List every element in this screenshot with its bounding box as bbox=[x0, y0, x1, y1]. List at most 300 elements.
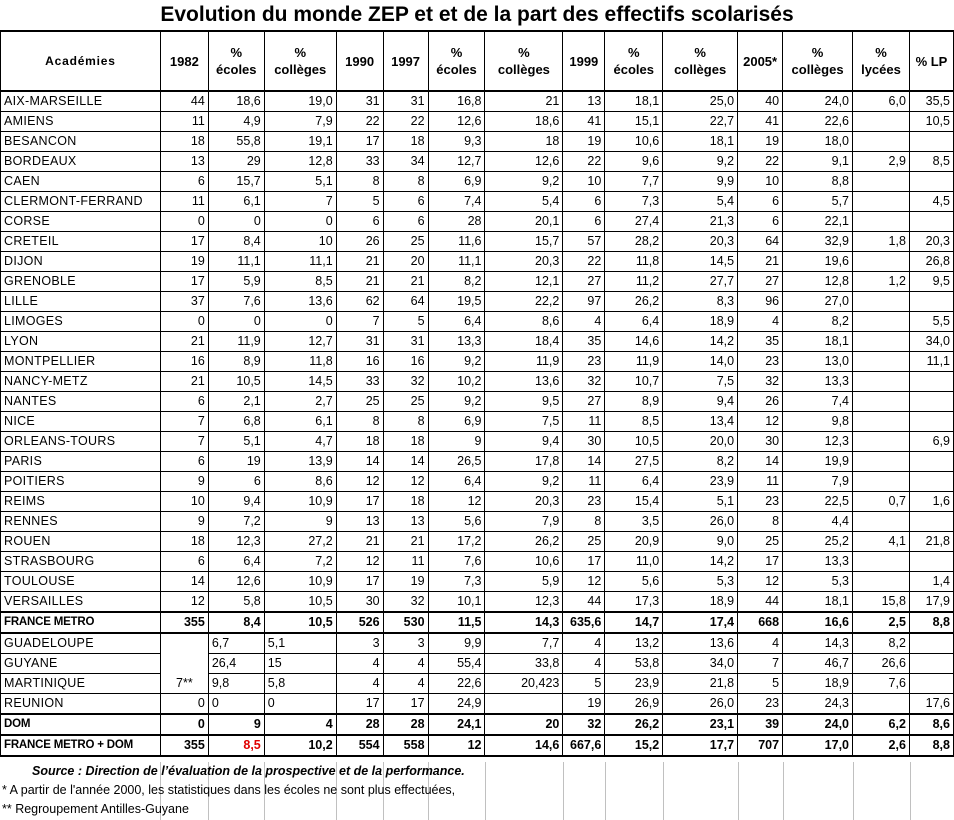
academy-name[interactable]: STRASBOURG bbox=[1, 552, 161, 572]
table-cell[interactable]: 26,9 bbox=[605, 694, 663, 715]
table-cell[interactable]: 18 bbox=[383, 132, 428, 152]
table-cell[interactable]: 11,9 bbox=[605, 352, 663, 372]
table-cell[interactable]: 18,4 bbox=[485, 332, 563, 352]
table-cell[interactable]: 0 bbox=[208, 212, 264, 232]
table-cell[interactable]: 12,6 bbox=[208, 572, 264, 592]
table-cell[interactable]: 15,7 bbox=[485, 232, 563, 252]
table-cell[interactable]: 13,9 bbox=[264, 452, 336, 472]
table-cell[interactable]: 8,9 bbox=[208, 352, 264, 372]
table-cell[interactable]: 21 bbox=[485, 91, 563, 112]
table-cell[interactable]: 12 bbox=[563, 572, 605, 592]
table-cell[interactable]: 11 bbox=[160, 112, 208, 132]
table-cell[interactable] bbox=[909, 412, 953, 432]
table-cell[interactable]: 530 bbox=[383, 612, 428, 633]
table-cell[interactable]: 0 bbox=[160, 714, 208, 735]
table-cell[interactable]: 57 bbox=[563, 232, 605, 252]
table-cell[interactable]: 5,8 bbox=[264, 674, 336, 694]
table-cell[interactable] bbox=[853, 312, 910, 332]
table-cell[interactable]: 12,3 bbox=[783, 432, 853, 452]
table-cell[interactable]: 6,4 bbox=[428, 472, 485, 492]
table-cell[interactable]: 14,7 bbox=[605, 612, 663, 633]
table-cell[interactable]: 8 bbox=[383, 412, 428, 432]
table-cell[interactable]: 18,6 bbox=[208, 91, 264, 112]
table-cell[interactable]: 11,9 bbox=[208, 332, 264, 352]
table-cell[interactable] bbox=[909, 654, 953, 674]
table-cell[interactable]: 10,2 bbox=[264, 735, 336, 756]
table-cell[interactable]: 17,8 bbox=[485, 452, 563, 472]
table-cell[interactable]: 25 bbox=[383, 392, 428, 412]
table-cell[interactable]: 14,5 bbox=[663, 252, 738, 272]
table-cell[interactable]: 10 bbox=[563, 172, 605, 192]
table-cell[interactable]: 4,5 bbox=[909, 192, 953, 212]
table-cell[interactable]: 27 bbox=[563, 392, 605, 412]
table-cell[interactable]: 22 bbox=[738, 152, 783, 172]
table-cell[interactable]: 7,7 bbox=[605, 172, 663, 192]
table-cell[interactable]: 8 bbox=[336, 172, 383, 192]
table-cell[interactable]: 7,5 bbox=[485, 412, 563, 432]
table-cell[interactable]: 8,2 bbox=[428, 272, 485, 292]
table-cell[interactable]: 18 bbox=[383, 492, 428, 512]
table-cell[interactable]: 16 bbox=[383, 352, 428, 372]
table-cell[interactable]: 6,4 bbox=[428, 312, 485, 332]
table-cell[interactable]: 26,2 bbox=[605, 292, 663, 312]
table-cell[interactable]: 10,6 bbox=[485, 552, 563, 572]
table-cell[interactable]: 10,5 bbox=[264, 612, 336, 633]
table-cell[interactable]: 6,1 bbox=[208, 192, 264, 212]
academy-name[interactable]: CORSE bbox=[1, 212, 161, 232]
table-cell[interactable]: 8,8 bbox=[783, 172, 853, 192]
table-cell[interactable]: 11,8 bbox=[605, 252, 663, 272]
table-cell[interactable]: 12 bbox=[428, 492, 485, 512]
table-cell[interactable]: 9,9 bbox=[428, 633, 485, 654]
table-cell[interactable] bbox=[909, 132, 953, 152]
table-cell[interactable]: 28,2 bbox=[605, 232, 663, 252]
table-cell[interactable]: 14 bbox=[160, 572, 208, 592]
table-cell[interactable]: 12 bbox=[336, 472, 383, 492]
table-cell[interactable]: 12,8 bbox=[783, 272, 853, 292]
table-cell[interactable]: 53,8 bbox=[605, 654, 663, 674]
table-cell[interactable]: 6 bbox=[336, 212, 383, 232]
table-cell[interactable]: 10 bbox=[264, 232, 336, 252]
table-cell[interactable]: 11 bbox=[563, 412, 605, 432]
table-cell[interactable] bbox=[853, 392, 910, 412]
table-cell[interactable]: 32 bbox=[563, 714, 605, 735]
table-cell[interactable]: 23 bbox=[563, 492, 605, 512]
table-cell[interactable]: 27 bbox=[738, 272, 783, 292]
academy-name[interactable]: NANCY-METZ bbox=[1, 372, 161, 392]
table-cell[interactable] bbox=[853, 292, 910, 312]
table-cell[interactable]: 22,6 bbox=[783, 112, 853, 132]
table-cell[interactable]: 22 bbox=[563, 152, 605, 172]
table-cell[interactable] bbox=[909, 452, 953, 472]
table-cell[interactable]: 11,6 bbox=[428, 232, 485, 252]
table-cell[interactable]: 5,6 bbox=[605, 572, 663, 592]
table-cell[interactable]: 32 bbox=[383, 372, 428, 392]
table-cell[interactable]: 9 bbox=[428, 432, 485, 452]
table-cell[interactable]: 34,0 bbox=[909, 332, 953, 352]
table-cell[interactable]: 16,6 bbox=[783, 612, 853, 633]
table-cell[interactable]: 13,3 bbox=[428, 332, 485, 352]
table-cell[interactable]: 13 bbox=[383, 512, 428, 532]
table-cell[interactable]: 4,9 bbox=[208, 112, 264, 132]
table-cell[interactable]: 17 bbox=[738, 552, 783, 572]
table-cell[interactable]: 12,7 bbox=[264, 332, 336, 352]
table-cell[interactable]: 4,4 bbox=[783, 512, 853, 532]
table-cell[interactable]: 8,9 bbox=[605, 392, 663, 412]
academy-name[interactable]: CAEN bbox=[1, 172, 161, 192]
table-cell[interactable]: 22,5 bbox=[783, 492, 853, 512]
table-cell[interactable]: 27,7 bbox=[663, 272, 738, 292]
table-cell[interactable]: 10,2 bbox=[428, 372, 485, 392]
table-cell[interactable] bbox=[909, 392, 953, 412]
table-cell[interactable]: 4 bbox=[264, 714, 336, 735]
table-cell[interactable] bbox=[853, 472, 910, 492]
table-cell[interactable]: 15,1 bbox=[605, 112, 663, 132]
column-header[interactable] bbox=[605, 31, 663, 91]
table-cell[interactable]: 4 bbox=[563, 312, 605, 332]
table-cell[interactable]: 22 bbox=[563, 252, 605, 272]
table-cell[interactable]: 12 bbox=[336, 552, 383, 572]
table-cell[interactable]: 6,0 bbox=[853, 91, 910, 112]
table-cell[interactable]: 3 bbox=[383, 633, 428, 654]
table-cell[interactable]: 6 bbox=[383, 192, 428, 212]
table-cell[interactable]: 20,3 bbox=[663, 232, 738, 252]
table-cell[interactable]: 11 bbox=[563, 472, 605, 492]
table-cell[interactable]: 24,3 bbox=[783, 694, 853, 715]
table-cell[interactable]: 21 bbox=[160, 332, 208, 352]
table-cell[interactable]: 18 bbox=[160, 132, 208, 152]
table-cell[interactable]: 8,6 bbox=[264, 472, 336, 492]
table-cell[interactable]: 12,8 bbox=[264, 152, 336, 172]
academy-name[interactable]: LILLE bbox=[1, 292, 161, 312]
table-cell[interactable]: 6 bbox=[738, 212, 783, 232]
table-cell[interactable]: 14 bbox=[336, 452, 383, 472]
table-cell[interactable]: 26,8 bbox=[909, 252, 953, 272]
merged-cell-1982[interactable]: 7** bbox=[160, 633, 208, 694]
table-cell[interactable]: 27 bbox=[563, 272, 605, 292]
table-cell[interactable]: 1,6 bbox=[909, 492, 953, 512]
table-cell[interactable]: 13,3 bbox=[783, 552, 853, 572]
table-cell[interactable]: 11,1 bbox=[208, 252, 264, 272]
table-cell[interactable]: 12,6 bbox=[485, 152, 563, 172]
table-cell[interactable]: 7,5 bbox=[663, 372, 738, 392]
academy-name[interactable]: BORDEAUX bbox=[1, 152, 161, 172]
table-cell[interactable]: 30 bbox=[563, 432, 605, 452]
table-cell[interactable]: 7,4 bbox=[428, 192, 485, 212]
table-cell[interactable]: 5,7 bbox=[783, 192, 853, 212]
table-cell[interactable]: 6,7 bbox=[208, 633, 264, 654]
table-cell[interactable]: 6 bbox=[383, 212, 428, 232]
table-cell[interactable]: 7 bbox=[336, 312, 383, 332]
table-cell[interactable]: 21 bbox=[383, 532, 428, 552]
table-cell[interactable]: 27,2 bbox=[264, 532, 336, 552]
table-cell[interactable]: 28 bbox=[428, 212, 485, 232]
column-header[interactable] bbox=[909, 31, 953, 91]
table-cell[interactable]: 2,7 bbox=[264, 392, 336, 412]
table-cell[interactable]: 16 bbox=[336, 352, 383, 372]
table-cell[interactable]: 4 bbox=[336, 674, 383, 694]
column-header[interactable] bbox=[663, 31, 738, 91]
table-cell[interactable]: 17,2 bbox=[428, 532, 485, 552]
table-cell[interactable]: 3,5 bbox=[605, 512, 663, 532]
table-cell[interactable]: 30 bbox=[336, 592, 383, 613]
table-cell[interactable]: 31 bbox=[383, 332, 428, 352]
table-cell[interactable]: 11,1 bbox=[909, 352, 953, 372]
table-cell[interactable]: 13,6 bbox=[264, 292, 336, 312]
table-cell[interactable]: 44 bbox=[563, 592, 605, 613]
table-cell[interactable]: 9,4 bbox=[663, 392, 738, 412]
table-cell[interactable]: 8 bbox=[383, 172, 428, 192]
table-cell[interactable]: 41 bbox=[563, 112, 605, 132]
table-cell[interactable]: 5,9 bbox=[485, 572, 563, 592]
table-cell[interactable]: 10,5 bbox=[605, 432, 663, 452]
table-cell[interactable]: 11,0 bbox=[605, 552, 663, 572]
table-cell[interactable]: 97 bbox=[563, 292, 605, 312]
academy-name[interactable]: TOULOUSE bbox=[1, 572, 161, 592]
table-cell[interactable]: 20,9 bbox=[605, 532, 663, 552]
table-cell[interactable]: 19,6 bbox=[783, 252, 853, 272]
table-cell[interactable]: 35,5 bbox=[909, 91, 953, 112]
table-cell[interactable]: 6 bbox=[208, 472, 264, 492]
table-cell[interactable]: 12,3 bbox=[485, 592, 563, 613]
table-cell[interactable]: 4 bbox=[563, 633, 605, 654]
table-cell[interactable]: 558 bbox=[383, 735, 428, 756]
table-cell[interactable]: 25 bbox=[563, 532, 605, 552]
table-cell[interactable]: 8,2 bbox=[663, 452, 738, 472]
table-cell[interactable]: 9 bbox=[160, 472, 208, 492]
table-cell[interactable]: 2,5 bbox=[853, 612, 910, 633]
table-cell[interactable]: 18,1 bbox=[783, 592, 853, 613]
table-cell[interactable]: 5,3 bbox=[783, 572, 853, 592]
table-cell[interactable] bbox=[909, 172, 953, 192]
table-cell[interactable]: 10,5 bbox=[208, 372, 264, 392]
table-cell[interactable]: 19,1 bbox=[264, 132, 336, 152]
table-cell[interactable]: 15,8 bbox=[853, 592, 910, 613]
table-cell[interactable]: 6 bbox=[160, 172, 208, 192]
table-cell[interactable]: 21,8 bbox=[663, 674, 738, 694]
table-cell[interactable]: 9,2 bbox=[663, 152, 738, 172]
table-cell[interactable]: 20,1 bbox=[485, 212, 563, 232]
table-cell[interactable]: 5,1 bbox=[208, 432, 264, 452]
table-cell[interactable]: 6 bbox=[160, 552, 208, 572]
table-cell[interactable]: 15,7 bbox=[208, 172, 264, 192]
table-cell[interactable]: 19 bbox=[208, 452, 264, 472]
column-header[interactable] bbox=[738, 31, 783, 91]
table-cell[interactable]: 8 bbox=[738, 512, 783, 532]
table-cell[interactable]: 5,1 bbox=[264, 633, 336, 654]
table-cell[interactable]: 19 bbox=[738, 132, 783, 152]
table-cell[interactable]: 7,9 bbox=[264, 112, 336, 132]
table-cell[interactable]: 18,1 bbox=[783, 332, 853, 352]
table-cell[interactable]: 1,2 bbox=[853, 272, 910, 292]
table-cell[interactable]: 41 bbox=[738, 112, 783, 132]
table-cell[interactable] bbox=[853, 512, 910, 532]
column-header[interactable] bbox=[428, 31, 485, 91]
table-cell[interactable]: 4 bbox=[738, 312, 783, 332]
table-cell[interactable]: 5,1 bbox=[663, 492, 738, 512]
table-cell[interactable]: 2,6 bbox=[853, 735, 910, 756]
table-cell[interactable]: 10,6 bbox=[605, 132, 663, 152]
table-cell[interactable]: 34 bbox=[383, 152, 428, 172]
table-cell[interactable]: 5 bbox=[336, 192, 383, 212]
table-cell[interactable]: 31 bbox=[336, 332, 383, 352]
table-cell[interactable]: 14 bbox=[563, 452, 605, 472]
table-cell[interactable]: 5,1 bbox=[264, 172, 336, 192]
table-cell[interactable]: 25 bbox=[383, 232, 428, 252]
table-cell[interactable]: 8,5 bbox=[605, 412, 663, 432]
table-cell[interactable]: 8,3 bbox=[663, 292, 738, 312]
table-cell[interactable] bbox=[853, 372, 910, 392]
academy-name[interactable]: ROUEN bbox=[1, 532, 161, 552]
table-cell[interactable]: 16,8 bbox=[428, 91, 485, 112]
table-cell[interactable]: 22,1 bbox=[783, 212, 853, 232]
table-cell[interactable]: 1,8 bbox=[853, 232, 910, 252]
table-cell[interactable] bbox=[909, 372, 953, 392]
table-cell[interactable]: 0 bbox=[208, 312, 264, 332]
table-cell[interactable] bbox=[909, 674, 953, 694]
table-cell[interactable]: 7,6 bbox=[853, 674, 910, 694]
table-cell[interactable]: 10 bbox=[160, 492, 208, 512]
table-cell[interactable]: 14,0 bbox=[663, 352, 738, 372]
table-cell[interactable]: 22,2 bbox=[485, 292, 563, 312]
table-cell[interactable]: 17 bbox=[563, 552, 605, 572]
table-cell[interactable]: 6,4 bbox=[605, 312, 663, 332]
table-cell[interactable]: 26,6 bbox=[853, 654, 910, 674]
table-cell[interactable]: 20,3 bbox=[485, 252, 563, 272]
table-cell[interactable]: 12 bbox=[738, 412, 783, 432]
table-cell[interactable]: 21 bbox=[738, 252, 783, 272]
table-cell[interactable]: 15 bbox=[264, 654, 336, 674]
table-cell[interactable]: 32 bbox=[383, 592, 428, 613]
table-cell[interactable] bbox=[909, 633, 953, 654]
table-cell[interactable] bbox=[853, 252, 910, 272]
academy-name[interactable]: AMIENS bbox=[1, 112, 161, 132]
table-cell[interactable]: 11,1 bbox=[264, 252, 336, 272]
table-cell[interactable]: 22,7 bbox=[663, 112, 738, 132]
table-cell[interactable]: 13 bbox=[160, 152, 208, 172]
table-cell[interactable]: 9,8 bbox=[783, 412, 853, 432]
table-cell[interactable]: 14,5 bbox=[264, 372, 336, 392]
table-cell[interactable]: 5,4 bbox=[663, 192, 738, 212]
table-cell[interactable]: 18,9 bbox=[783, 674, 853, 694]
table-cell[interactable]: 13 bbox=[563, 91, 605, 112]
table-cell[interactable]: 17 bbox=[336, 492, 383, 512]
table-cell[interactable]: 26 bbox=[336, 232, 383, 252]
table-cell[interactable]: 4 bbox=[383, 674, 428, 694]
table-cell[interactable]: 3 bbox=[336, 633, 383, 654]
table-cell[interactable]: 5 bbox=[738, 674, 783, 694]
table-cell[interactable]: 32 bbox=[738, 372, 783, 392]
table-cell[interactable]: 5 bbox=[563, 674, 605, 694]
academy-name[interactable]: LYON bbox=[1, 332, 161, 352]
table-cell[interactable]: 11,5 bbox=[428, 612, 485, 633]
table-cell[interactable]: 6,4 bbox=[208, 552, 264, 572]
academy-name[interactable]: ORLEANS-TOURS bbox=[1, 432, 161, 452]
table-cell[interactable]: 0 bbox=[264, 212, 336, 232]
table-cell[interactable]: 6 bbox=[563, 212, 605, 232]
table-cell[interactable]: 23 bbox=[738, 694, 783, 715]
table-cell[interactable]: 9,2 bbox=[485, 172, 563, 192]
table-cell[interactable]: 14,6 bbox=[605, 332, 663, 352]
table-cell[interactable]: 14,2 bbox=[663, 332, 738, 352]
table-cell[interactable]: 18 bbox=[336, 432, 383, 452]
table-cell[interactable] bbox=[853, 412, 910, 432]
table-cell[interactable]: 526 bbox=[336, 612, 383, 633]
table-cell[interactable]: 13 bbox=[336, 512, 383, 532]
table-cell[interactable]: 29 bbox=[208, 152, 264, 172]
table-cell[interactable] bbox=[853, 212, 910, 232]
academy-name[interactable]: GUADELOUPE bbox=[1, 633, 161, 654]
table-cell[interactable]: 6,9 bbox=[909, 432, 953, 452]
table-cell[interactable]: 11 bbox=[738, 472, 783, 492]
table-cell[interactable]: 96 bbox=[738, 292, 783, 312]
table-cell[interactable]: 17,0 bbox=[783, 735, 853, 756]
table-cell[interactable]: 13,0 bbox=[783, 352, 853, 372]
column-header[interactable] bbox=[208, 31, 264, 91]
table-cell[interactable]: 7,9 bbox=[485, 512, 563, 532]
table-cell[interactable]: 6 bbox=[563, 192, 605, 212]
table-cell[interactable]: 7 bbox=[738, 654, 783, 674]
table-cell[interactable]: 25,0 bbox=[663, 91, 738, 112]
table-cell[interactable]: 5 bbox=[383, 312, 428, 332]
table-cell[interactable] bbox=[853, 352, 910, 372]
table-cell[interactable]: 6,4 bbox=[605, 472, 663, 492]
table-cell[interactable]: 21 bbox=[160, 372, 208, 392]
table-cell[interactable]: 18,9 bbox=[663, 312, 738, 332]
table-cell[interactable]: 7,6 bbox=[208, 292, 264, 312]
table-cell[interactable]: 0 bbox=[160, 212, 208, 232]
table-cell[interactable]: 19,9 bbox=[783, 452, 853, 472]
table-cell[interactable]: 12 bbox=[738, 572, 783, 592]
table-cell[interactable]: 12,6 bbox=[428, 112, 485, 132]
academy-name[interactable]: GRENOBLE bbox=[1, 272, 161, 292]
table-cell[interactable]: 9,4 bbox=[485, 432, 563, 452]
table-cell[interactable]: 25 bbox=[738, 532, 783, 552]
table-cell[interactable]: 9,1 bbox=[783, 152, 853, 172]
table-cell[interactable]: 23 bbox=[738, 352, 783, 372]
table-cell[interactable]: 8,2 bbox=[853, 633, 910, 654]
table-cell[interactable]: 21,3 bbox=[663, 212, 738, 232]
table-cell[interactable] bbox=[485, 694, 563, 715]
table-cell[interactable]: 7 bbox=[264, 192, 336, 212]
table-cell[interactable]: 22 bbox=[383, 112, 428, 132]
table-cell[interactable] bbox=[853, 112, 910, 132]
table-cell[interactable]: 20 bbox=[485, 714, 563, 735]
column-header[interactable] bbox=[853, 31, 910, 91]
table-cell[interactable]: 19 bbox=[383, 572, 428, 592]
table-cell[interactable]: 9,2 bbox=[428, 352, 485, 372]
table-cell[interactable]: 4 bbox=[336, 654, 383, 674]
table-cell[interactable] bbox=[909, 212, 953, 232]
table-cell[interactable]: 7,7 bbox=[485, 633, 563, 654]
table-cell[interactable]: 18,9 bbox=[663, 592, 738, 613]
table-cell[interactable]: 17,7 bbox=[663, 735, 738, 756]
table-cell[interactable]: 24,1 bbox=[428, 714, 485, 735]
academy-name[interactable]: BESANCON bbox=[1, 132, 161, 152]
table-cell[interactable]: 668 bbox=[738, 612, 783, 633]
table-cell[interactable]: 17 bbox=[336, 572, 383, 592]
column-header[interactable] bbox=[783, 31, 853, 91]
academy-name[interactable]: LIMOGES bbox=[1, 312, 161, 332]
table-cell[interactable]: 31 bbox=[383, 91, 428, 112]
table-cell[interactable]: 26,2 bbox=[605, 714, 663, 735]
table-cell[interactable]: 8,4 bbox=[208, 232, 264, 252]
table-cell[interactable]: 17 bbox=[336, 694, 383, 715]
table-cell[interactable]: 6 bbox=[160, 452, 208, 472]
total-label[interactable]: DOM bbox=[1, 714, 161, 735]
table-cell[interactable]: 21 bbox=[336, 272, 383, 292]
table-cell[interactable]: 8 bbox=[563, 512, 605, 532]
